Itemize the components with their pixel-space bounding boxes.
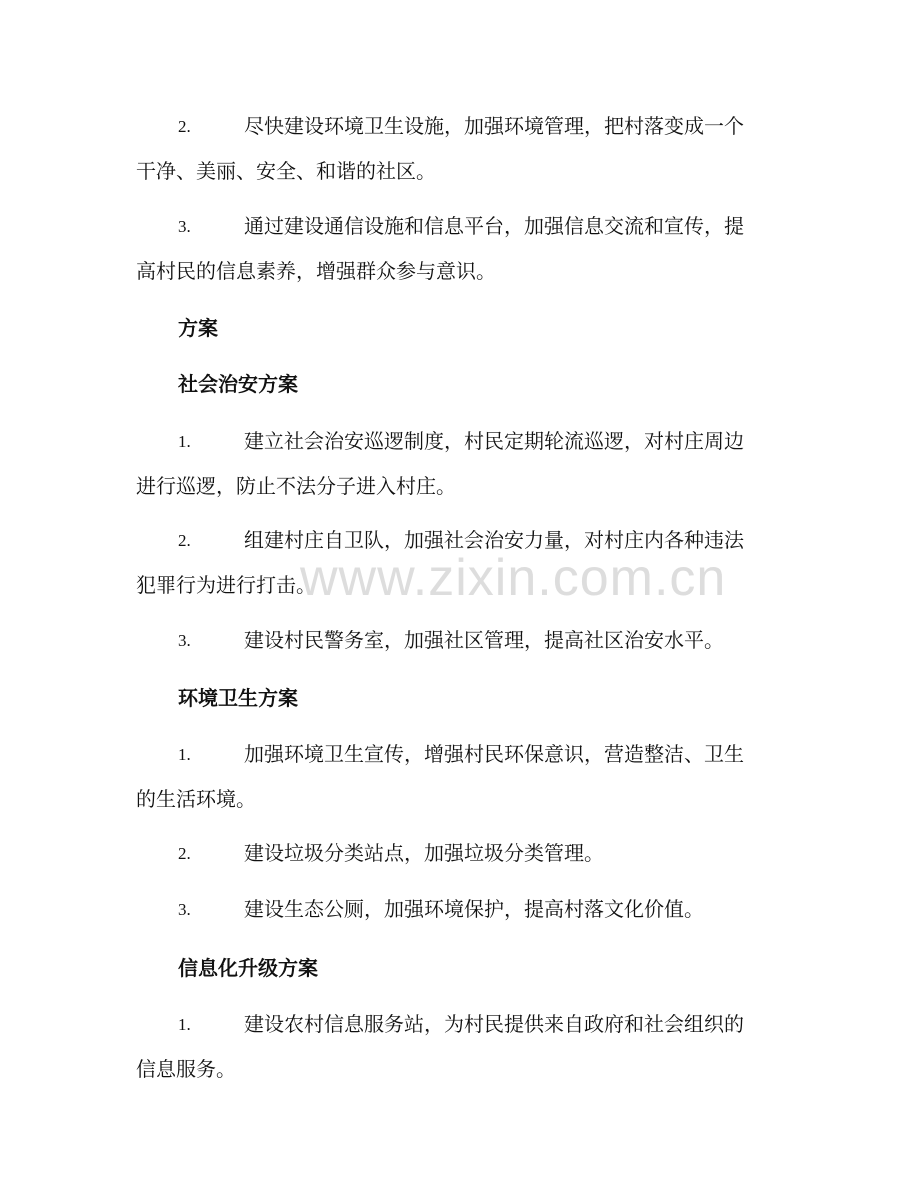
list-item	[136, 887, 776, 932]
item-number: 3.	[178, 631, 191, 650]
section-heading-informatization: 信息化升级方案	[178, 956, 318, 980]
item-text-line1: 建立社会治安巡逻制度，村民定期轮流巡逻，对村庄周边	[244, 429, 744, 453]
list-item	[136, 419, 776, 509]
item-number: 1.	[178, 432, 191, 451]
item-number: 3.	[178, 217, 191, 236]
item-text-line1: 加强环境卫生宣传，增强村民环保意识，营造整洁、卫生	[244, 742, 744, 766]
list-item	[136, 618, 776, 663]
item-text-line2: 信息服务。	[136, 1057, 236, 1081]
list-item	[136, 1002, 776, 1092]
item-text-line2: 干净、美丽、安全、和谐的社区。	[136, 159, 436, 183]
item-text-line1: 建设村民警务室，加强社区管理，提高社区治安水平。	[244, 628, 724, 652]
item-text-line2: 进行巡逻，防止不法分子进入村庄。	[136, 474, 456, 498]
item-text-line2: 犯罪行为进行打击。	[136, 573, 316, 597]
item-number: 2.	[178, 844, 191, 863]
section-heading-security: 社会治安方案	[178, 372, 298, 396]
list-item	[136, 104, 776, 194]
item-number: 1.	[178, 745, 191, 764]
watermark: www.zixin.com.cn	[300, 549, 727, 607]
list-item	[136, 732, 776, 822]
item-number: 2.	[178, 117, 191, 136]
item-text-line1: 建设生态公厕，加强环境保护，提高村落文化价值。	[244, 897, 704, 921]
item-number: 2.	[178, 531, 191, 550]
section-heading-plan: 方案	[178, 316, 218, 340]
section-heading-environment: 环境卫生方案	[178, 686, 298, 710]
item-text-line1: 建设垃圾分类站点，加强垃圾分类管理。	[244, 841, 604, 865]
list-item	[136, 204, 776, 294]
item-number: 3.	[178, 900, 191, 919]
item-number: 1.	[178, 1015, 191, 1034]
list-item	[136, 831, 776, 876]
item-text-line1: 通过建设通信设施和信息平台，加强信息交流和宣传，提	[244, 214, 744, 238]
item-text-line1: 组建村庄自卫队，加强社会治安力量，对村庄内各种违法	[244, 528, 744, 552]
item-text-line1: 建设农村信息服务站，为村民提供来自政府和社会组织的	[244, 1012, 744, 1036]
item-text-line2: 高村民的信息素养，增强群众参与意识。	[136, 259, 496, 283]
item-text-line2: 的生活环境。	[136, 787, 256, 811]
item-text-line1: 尽快建设环境卫生设施，加强环境管理，把村落变成一个	[244, 114, 744, 138]
